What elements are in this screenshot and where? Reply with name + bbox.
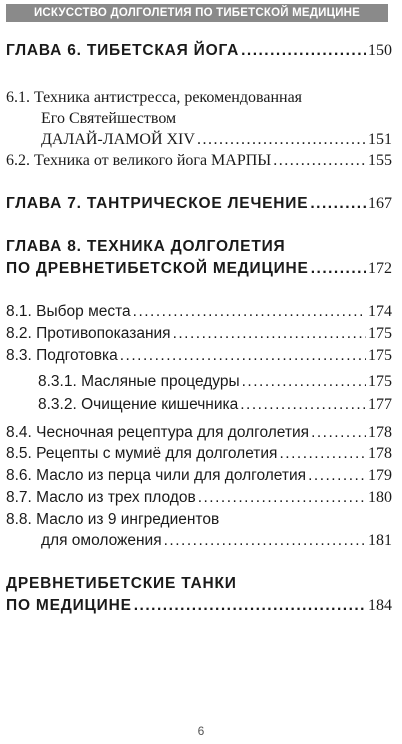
toc-entry-title: 8.4. Чесночная рецептура для долголетия xyxy=(6,424,310,441)
toc-page-number: 175 xyxy=(368,373,392,390)
toc-entry-6-1-line2[interactable]: Его Святейшеством xyxy=(41,110,177,127)
toc-page-number: 178 xyxy=(368,445,392,462)
toc-entry-title: для омоложения xyxy=(41,532,162,549)
leader-dots xyxy=(197,131,366,149)
toc-page-number: 177 xyxy=(368,396,392,413)
toc-page-number: 151 xyxy=(368,131,392,148)
toc-entry-chapter-8-line1[interactable]: ГЛАВА 8. ТЕХНИКА ДОЛГОЛЕТИЯ xyxy=(6,238,286,255)
toc-entry-chapter-6[interactable] xyxy=(6,42,392,60)
toc-entry-8-5[interactable] xyxy=(6,445,392,463)
toc-page-number: 150 xyxy=(368,42,392,59)
leader-dots xyxy=(310,195,366,213)
leader-dots xyxy=(242,373,366,391)
leader-dots xyxy=(240,396,366,414)
toc-entry-6-1-line1[interactable]: 6.1. Техника антистресса, рекомендованная xyxy=(6,89,303,106)
leader-dots xyxy=(173,325,366,343)
page-number: 6 xyxy=(197,724,205,738)
toc-page-number: 179 xyxy=(368,467,392,484)
toc-entry-title: ГЛАВА 7. ТАНТРИЧЕСКОЕ ЛЕЧЕНИЕ xyxy=(6,195,309,212)
leader-dots xyxy=(198,489,366,507)
toc-page-number: 167 xyxy=(368,195,392,212)
toc-entry-title: ПО ДРЕВНЕТИБЕТСКОЙ МЕДИЦИНЕ xyxy=(6,260,309,277)
toc-entry-tanka[interactable] xyxy=(6,597,392,615)
toc-page-number: 174 xyxy=(368,303,392,320)
toc-entry-8-3-2[interactable] xyxy=(38,396,392,414)
leader-dots xyxy=(134,597,366,615)
toc-page-number: 172 xyxy=(368,260,392,277)
leader-dots xyxy=(164,532,366,550)
toc-entry-8-8[interactable] xyxy=(41,532,392,550)
toc-entry-6-2[interactable] xyxy=(6,152,392,170)
toc-entry-title: 8.5. Рецепты с мумиё для долголетия xyxy=(6,445,278,462)
toc-entry-title: 6.2. Техника от великого йога МАРПЫ xyxy=(6,152,272,169)
toc-entry-title: 8.3.2. Очищение кишечника xyxy=(38,396,239,413)
toc-page-number: 178 xyxy=(368,424,392,441)
leader-dots xyxy=(308,467,366,485)
toc-entry-8-7[interactable] xyxy=(6,489,392,507)
toc-entry-8-6[interactable] xyxy=(6,467,392,485)
leader-dots xyxy=(311,424,366,442)
toc-page-number: 175 xyxy=(368,347,392,364)
toc-entry-chapter-8[interactable] xyxy=(6,260,392,278)
leader-dots xyxy=(311,260,366,278)
toc-entry-title: 8.2. Противопоказания xyxy=(6,325,171,342)
toc-entry-6-1[interactable] xyxy=(41,131,392,149)
toc-entry-title: 8.3.1. Масляные процедуры xyxy=(38,373,240,390)
toc-entry-8-1[interactable] xyxy=(6,303,392,321)
leader-dots xyxy=(120,347,366,365)
toc-entry-title: 8.1. Выбор места xyxy=(6,303,131,320)
toc-entry-8-3[interactable] xyxy=(6,347,392,365)
toc-entry-title: ДАЛАЙ-ЛАМОЙ XIV xyxy=(41,131,195,148)
toc-entry-8-4[interactable] xyxy=(6,424,392,442)
toc-page-number: 184 xyxy=(368,597,392,614)
toc-page-number: 181 xyxy=(368,532,392,549)
toc-page-number: 155 xyxy=(368,152,392,169)
leader-dots xyxy=(273,152,366,170)
leader-dots xyxy=(279,445,366,463)
toc-entry-title: 8.3. Подготовка xyxy=(6,347,118,364)
toc-page-number: 175 xyxy=(368,325,392,342)
toc-entry-8-3-1[interactable] xyxy=(38,373,392,391)
toc-entry-tanka-line1[interactable]: ДРЕВНЕТИБЕТСКИЕ ТАНКИ xyxy=(6,575,237,592)
toc-entry-title: 8.7. Масло из трех плодов xyxy=(6,489,196,506)
toc-entry-8-8-line1[interactable]: 8.8. Масло из 9 ингредиентов xyxy=(6,511,220,528)
toc-entry-title: ГЛАВА 6. ТИБЕТСКАЯ ЙОГА xyxy=(6,42,240,59)
toc-entry-title: ПО МЕДИЦИНЕ xyxy=(6,597,132,614)
toc-entry-8-2[interactable] xyxy=(6,325,392,343)
leader-dots xyxy=(133,303,366,321)
toc-entry-chapter-7[interactable] xyxy=(6,195,392,213)
toc-page-number: 180 xyxy=(368,489,392,506)
running-header: ИСКУССТВО ДОЛГОЛЕТИЯ ПО ТИБЕТСКОЙ МЕДИЦИНЕ xyxy=(6,4,388,22)
toc-entry-title: 8.6. Масло из перца чили для долголетия xyxy=(6,467,307,484)
leader-dots xyxy=(241,42,366,60)
